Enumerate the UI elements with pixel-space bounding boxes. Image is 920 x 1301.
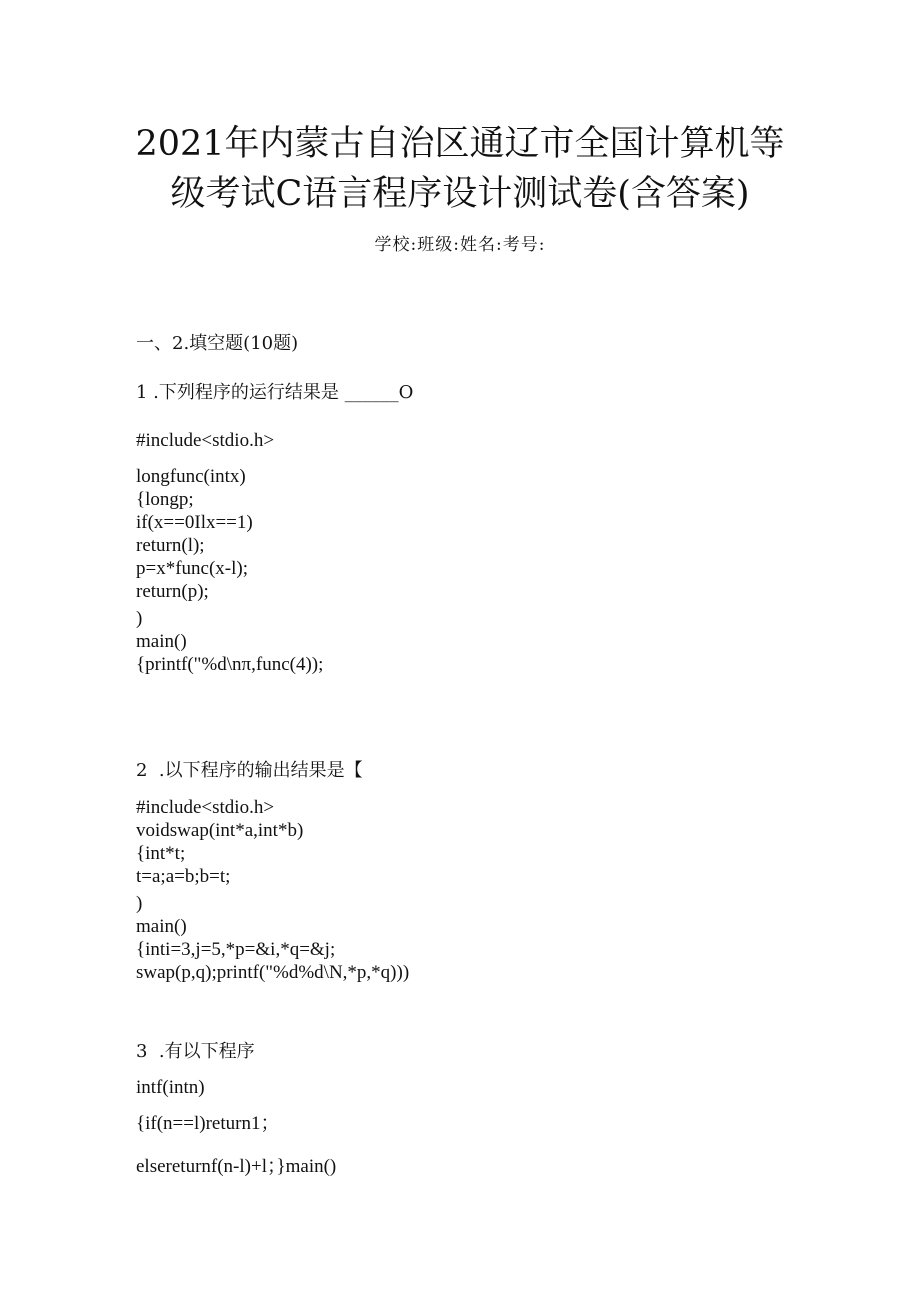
question-1-code-line: main() xyxy=(136,631,187,652)
question-1-code-line: p=x*func(x-l); xyxy=(136,558,249,579)
question-2-code-line: swap(p,q);printf("%d%d\N,*p,*q))) xyxy=(136,962,410,983)
question-2-code-line: main() xyxy=(136,916,187,937)
question-2-code-line: t=a;a=b;b=t; xyxy=(136,866,231,887)
question-2-code-line: {inti=3,j=5,*p=&i,*q=&j; xyxy=(136,939,336,960)
question-2-code-line: voidswap(int*a,int*b) xyxy=(136,820,304,841)
question-1-code-line: longfunc(intx) xyxy=(136,466,246,487)
question-1-header: 1 .下列程序的运行结果是 ______O xyxy=(136,382,414,403)
question-1-code-line: return(l); xyxy=(136,535,205,556)
question-2-header: 2 .以下程序的输出结果是【 xyxy=(136,760,363,781)
question-2-code-line: {int*t; xyxy=(136,843,186,864)
question-2-code-line: #include<stdio.h> xyxy=(136,797,275,818)
document-title-line-1: 2021年内蒙古自治区通辽市全国计算机等 xyxy=(135,124,785,164)
question-1-code-line: {longp; xyxy=(136,489,194,510)
question-1-code-line: ) xyxy=(136,608,143,629)
question-3-code-line: intf(intn) xyxy=(136,1077,205,1098)
question-1-code-line: #include<stdio.h> xyxy=(136,430,275,451)
question-2-code-line: ) xyxy=(136,893,143,914)
student-info-line: 学校:班级:姓名:考号: xyxy=(374,235,546,255)
question-3-header: 3 .有以下程序 xyxy=(136,1041,255,1062)
question-3-code-line: elsereturnf(n-l)+l；}main() xyxy=(136,1156,337,1177)
question-1-code-line: return(p); xyxy=(136,581,209,602)
question-1-code-line: if(x==0Ilx==1) xyxy=(136,512,253,533)
question-3-code-line: {if(n==l)return1； xyxy=(136,1113,280,1134)
question-1-code-line: {printf("%d\nπ,func(4)); xyxy=(136,654,324,675)
document-title-line-2: 级考试C语言程序设计测试卷(含答案) xyxy=(170,174,750,214)
section-heading: 一、2.填空题(10题) xyxy=(136,333,299,354)
